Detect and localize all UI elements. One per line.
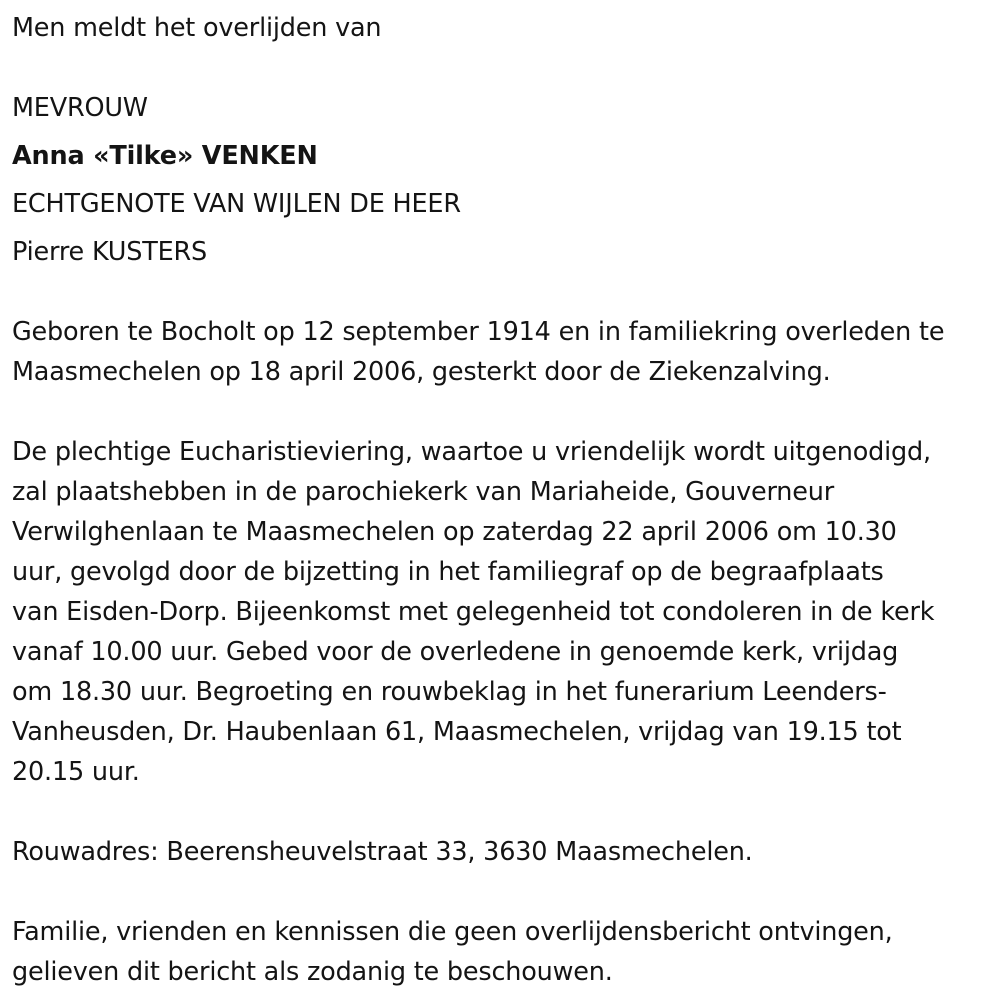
spouse-label: ECHTGENOTE VAN WIJLEN DE HEER — [12, 189, 461, 219]
birth-paragraph — [12, 312, 988, 392]
ceremony-paragraph — [12, 432, 988, 792]
deceased-name: Anna «Tilke» VENKEN — [12, 141, 318, 171]
ceremony-line: om 18.30 uur. Begroeting en rouwbeklag in het funerarium Leenders- — [12, 677, 887, 707]
ceremony-line: uur, gevolgd door de bijzetting in het familiegraf op de begraafplaats — [12, 557, 884, 587]
spacer — [12, 272, 988, 312]
spacer — [12, 792, 988, 832]
spacer — [12, 392, 988, 432]
ceremony-line: De plechtige Eucharistieviering, waartoe u vriendelijk wordt uitgenodigd, — [12, 437, 931, 467]
birth-line: Maasmechelen op 18 april 2006, gesterkt door de Ziekenzalving. — [12, 357, 831, 387]
ceremony-line: zal plaatshebben in de parochiekerk van Mariaheide, Gouverneur — [12, 477, 834, 507]
ceremony-line: 20.15 uur. — [12, 757, 140, 787]
intro-text: Men meldt het overlijden van — [12, 13, 382, 43]
title-text: MEVROUW — [12, 93, 148, 123]
closing-paragraph — [12, 912, 988, 992]
ceremony-line: Vanheusden, Dr. Haubenlaan 61, Maasmechelen, vrijdag van 19.15 tot — [12, 717, 902, 747]
ceremony-line: vanaf 10.00 uur. Gebed voor de overledene in genoemde kerk, vrijdag — [12, 637, 899, 667]
ceremony-line: Verwilghenlaan te Maasmechelen op zaterdag 22 april 2006 om 10.30 — [12, 517, 897, 547]
ceremony-line: van Eisden-Dorp. Bijeenkomst met gelegenheid tot condoleren in de kerk — [12, 597, 935, 627]
spacer — [12, 872, 988, 912]
mourning-address: Rouwadres: Beerensheuvelstraat 33, 3630 Maasmechelen. — [12, 837, 753, 867]
spouse-name: Pierre KUSTERS — [12, 237, 208, 267]
closing-line: gelieven dit bericht als zodanig te beschouwen. — [12, 957, 613, 987]
closing-line: Familie, vrienden en kennissen die geen overlijdensbericht ontvingen, — [12, 917, 893, 947]
spacer — [12, 48, 988, 88]
birth-line: Geboren te Bocholt op 12 september 1914 en in familiekring overleden te — [12, 317, 945, 347]
